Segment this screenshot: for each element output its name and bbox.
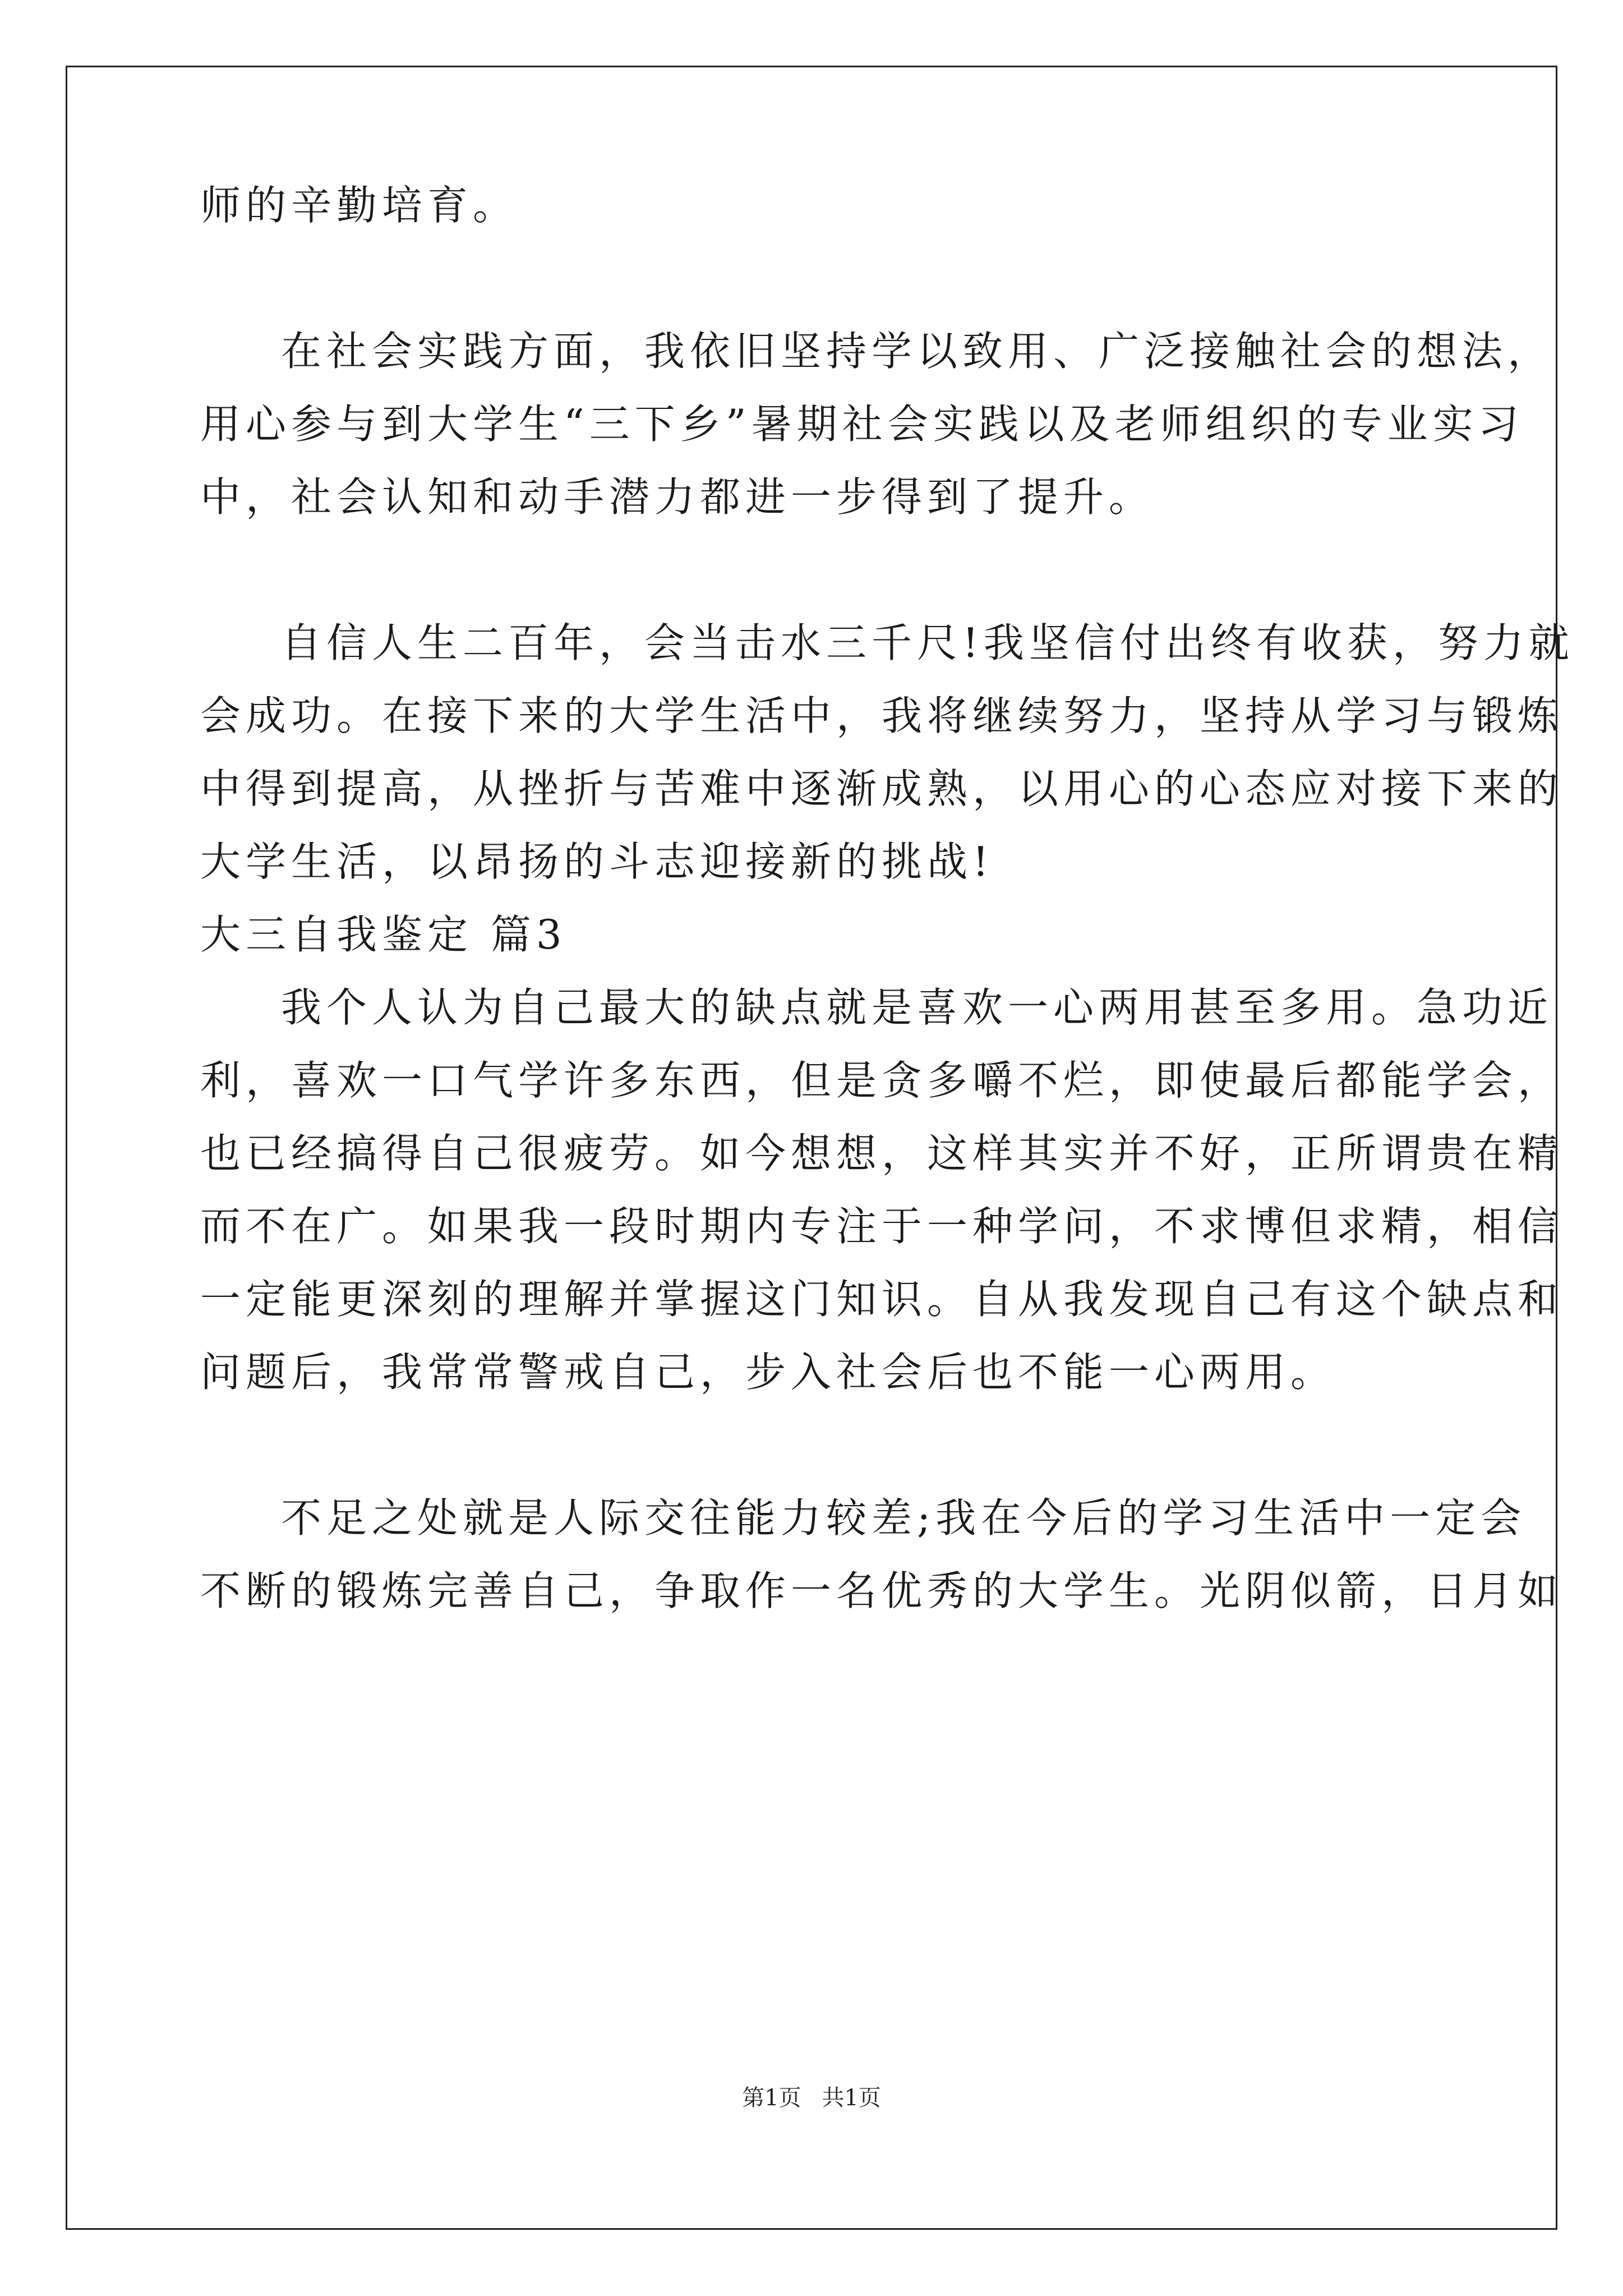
paragraph-social-practice-line: 中，社会认知和动手潜力都进一步得到了提升。 <box>200 473 1155 521</box>
paragraph-shortcoming-line: 我个人认为自己最大的缺点就是喜欢一心两用甚至多用。急功近 <box>281 984 1553 1031</box>
paragraph-confidence-line: 会成功。在接下来的大学生活中，我将继续努力，坚持从学习与锻炼 <box>200 692 1564 739</box>
paragraph-confidence-line: 大学生活，以昂扬的斗志迎接新的挑战! <box>200 838 994 885</box>
page-footer <box>0 2080 1623 2112</box>
paragraph-shortcoming-line: 问题后，我常常警戒自己，步入社会后也不能一心两用。 <box>200 1349 1336 1396</box>
paragraph-interpersonal-line: 不断的锻炼完善自己，争取作一名优秀的大学生。光阴似箭，日月如 <box>200 1567 1564 1614</box>
section-heading: 大三自我鉴定 篇3 <box>200 911 567 958</box>
paragraph-confidence-line: 中得到提高，从挫折与苦难中逐渐成熟，以用心的心态应对接下来的 <box>200 765 1564 812</box>
paragraph-interpersonal-line: 不足之处就是人际交往能力较差;我在今后的学习生活中一定会 <box>281 1494 1527 1542</box>
paragraph-shortcoming-line: 也已经搞得自己很疲劳。如今想想，这样其实并不好，正所谓贵在精 <box>200 1130 1564 1177</box>
paragraph-shortcoming-line: 利，喜欢一口气学许多东西，但是贪多嚼不烂，即使最后都能学会， <box>200 1057 1564 1104</box>
paragraph-confidence-line: 自信人生二百年，会当击水三千尺!我坚信付出终有收获，努力就 <box>281 619 1574 666</box>
page-number: 第1页 <box>742 2085 801 2111</box>
paragraph-social-practice-line: 在社会实践方面，我依旧坚持学以致用、广泛接触社会的想法， <box>281 328 1553 375</box>
paragraph-continuation-line: 师的辛勤培育。 <box>200 182 519 229</box>
paragraph-shortcoming-line: 而不在广。如果我一段时期内专注于一种学问，不求博但求精，相信 <box>200 1203 1564 1250</box>
paragraph-shortcoming-line: 一定能更深刻的理解并掌握这门知识。自从我发现自己有这个缺点和 <box>200 1276 1564 1323</box>
paragraph-social-practice-line: 用心参与到大学生“三下乡”暑期社会实践以及老师组织的专业实习 <box>200 401 1524 448</box>
page-total: 共1页 <box>822 2085 881 2111</box>
